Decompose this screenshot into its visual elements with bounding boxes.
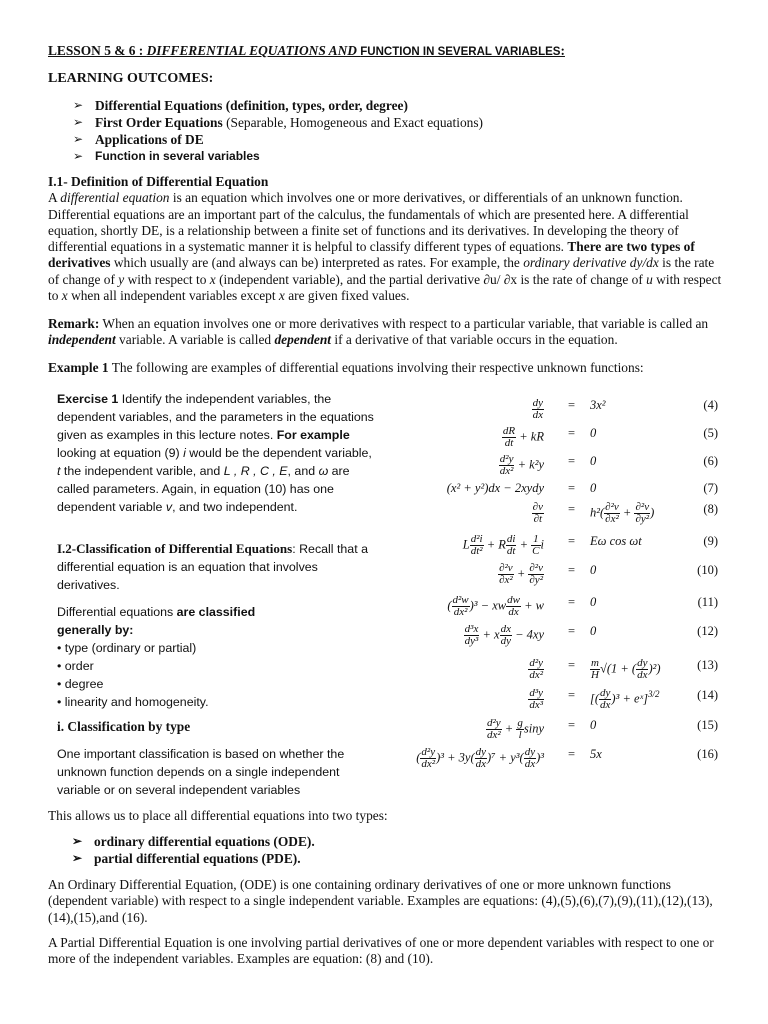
equation-6: $\frac{\text{d²y}}{\text{dx²}}$ + k²y = 0 (6) [499, 453, 718, 477]
equation-14: $\frac{\text{d³y}}{\text{dx³}}$ = [( $\frac{dy}{dx}$ )³ + eˣ]$^{3/2}$ (14) [529, 687, 718, 711]
types-list [72, 833, 315, 867]
remark: Remark: When an equation involves one or more derivatives with respect to a particular variable, that variable is called an independent variable. A variable is called dependent if a derivative of that variable occurs in the equation. [48, 316, 709, 348]
outcome-item: ➢ Differential Equations (definition, types, order, degree) [73, 97, 483, 114]
ode-paragraph: An Ordinary Differential Equation, (ODE) is one containing ordinary derivatives of one or more unknown functions (dependent variable) with respect to a single independent variable. Examples are equations: (4),(5),(6),(7),(9),(11),(12),(13),(14),(15),and (16). [48, 877, 713, 925]
section-1-1-paragraph: A differential equation is an equation which involves one or more derivatives, or differentials of an unknown function. Differential equations are an important part of the calculus, the fundamentals of which are presented here. A differential equation, shortly DE, is a relationship between a finite set of functions and its derivatives. In developing the theory of differential equations in a systematic manner it is helpful to classify different types of equations. There are two types of derivatives which usually are (and always can be) interpreted as rates. For example, the ordinary derivative dy/dx is the rate of change of y with respect to x (independent variable), and the partial derivative ∂u/ ∂x is the rate of change of u with respect to x when all independent variables except x are given fixed values. [48, 190, 722, 304]
equation-16: ( $\frac{\text{d²y}}{\text{dx²}}$ )³ + 3y( $\frac{dy}{dx}$ )⁷ + y³( $\frac{dy}{dx}$ )³ = 5x (16) [416, 746, 718, 770]
example-1: Example 1 The following are examples of differential equations involving their respective unknown functions: [48, 360, 644, 375]
learning-outcomes-list [73, 97, 483, 165]
type-item: ➢ partial differential equations (PDE). [72, 850, 315, 867]
classified-by: Differential equations are classified generally by: • type (ordinary or partial) • order • degree • linearity and homogeneity. [57, 603, 377, 711]
outcome-item: ➢ Function in several variables [73, 148, 483, 165]
classification-by-type-heading: i. Classification by type [57, 719, 191, 734]
equation-10: $\frac{\text{∂²v}}{\text{∂x²}}$ + $\frac{\text{∂²v}}{\text{∂y²}}$ = 0 (10) [499, 562, 718, 586]
section-1-1-heading: I.1- Definition of Differential Equation [48, 174, 269, 189]
equation-7: (x² + y²)dx − 2xydy = 0 (7) [446, 481, 718, 495]
type-item: ➢ ordinary differential equations (ODE). [72, 833, 315, 850]
allows-text: This allows us to place all differential equations into two types: [48, 808, 388, 823]
outcome-item: ➢ Applications of DE [73, 131, 483, 148]
section-1-2: I.2-Classification of Differential Equations: Recall that a differential equation is an equation that involves derivatives. [57, 541, 368, 592]
classification-bullet: • order [57, 659, 94, 673]
classification-bullet: • type (ordinary or partial) [57, 641, 197, 655]
learning-outcomes-heading: LEARNING OUTCOMES: [48, 71, 214, 86]
equation-5: $\frac{dR}{dt}$ + kR = 0 (5) [502, 425, 718, 449]
outcome-item: ➢ First Order Equations (Separable, Homogeneous and Exact equations) [73, 114, 483, 131]
exercise-1: Exercise 1 Identify the independent variables, the dependent variables, and the parameters in the equations given as examples in this lecture notes. For example looking at equation (9) i would be the dependent variable, t the independent varible, and L , R , C , E, and ω are called parameters. Again, in equation (10) has one dependent variable v, and two independent. [57, 392, 374, 514]
equation-8: $\frac{\partial v}{\partial t}$ = h²( $\frac{\text{∂²v}}{\text{∂x²}}$ + $\frac{\text{∂²v}}{\text{∂y²}}$ ) (8) [532, 501, 718, 525]
classification-by-type-text: One important classification is based on whether the unknown function depends on a single independent variable or on several independent variables [57, 747, 345, 797]
classification-bullet: • degree [57, 677, 104, 691]
equation-4: $\frac{dy}{dx}$ = 3x² (4) [532, 397, 718, 421]
equation-11: ( $\frac{\text{d²w}}{\text{dx²}}$ )³ − xw $\frac{dw}{dx}$ + w = 0 (11) [447, 594, 718, 618]
equation-13: $\frac{\text{d²y}}{\text{dx²}}$ = $\frac{m}{H}$ √(1 + ( $\frac{dy}{dx}$ )²) (13) [529, 657, 718, 681]
lesson-title: LESSON 5 & 6 : DIFFERENTIAL EQUATIONS AND FUNCTION IN SEVERAL VARIABLES: [48, 43, 565, 58]
section-1-1 [48, 174, 722, 304]
equation-9: L $\frac{\text{d²i}}{\text{dt²}}$ + R $\frac{di}{dt}$ + $\frac{1}{C}$ i = Eω cos ωt (9) [462, 533, 718, 557]
classification-bullet: • linearity and homogeneity. [57, 695, 209, 709]
equation-15: $\frac{\text{d²y}}{\text{dx²}}$ + $\frac{g}{l}$ siny = 0 (15) [486, 717, 718, 741]
pde-paragraph: A Partial Differential Equation is one involving partial derivatives of one or more dependent variables with respect to one or more of the independent variables. Examples are equation: (8) and (10). [48, 935, 714, 967]
learning-outcomes [48, 71, 483, 165]
equation-12: $\frac{\text{d³x}}{\text{dy³}}$ + x $\frac{dx}{dy}$ − 4xy = 0 (12) [464, 623, 718, 647]
